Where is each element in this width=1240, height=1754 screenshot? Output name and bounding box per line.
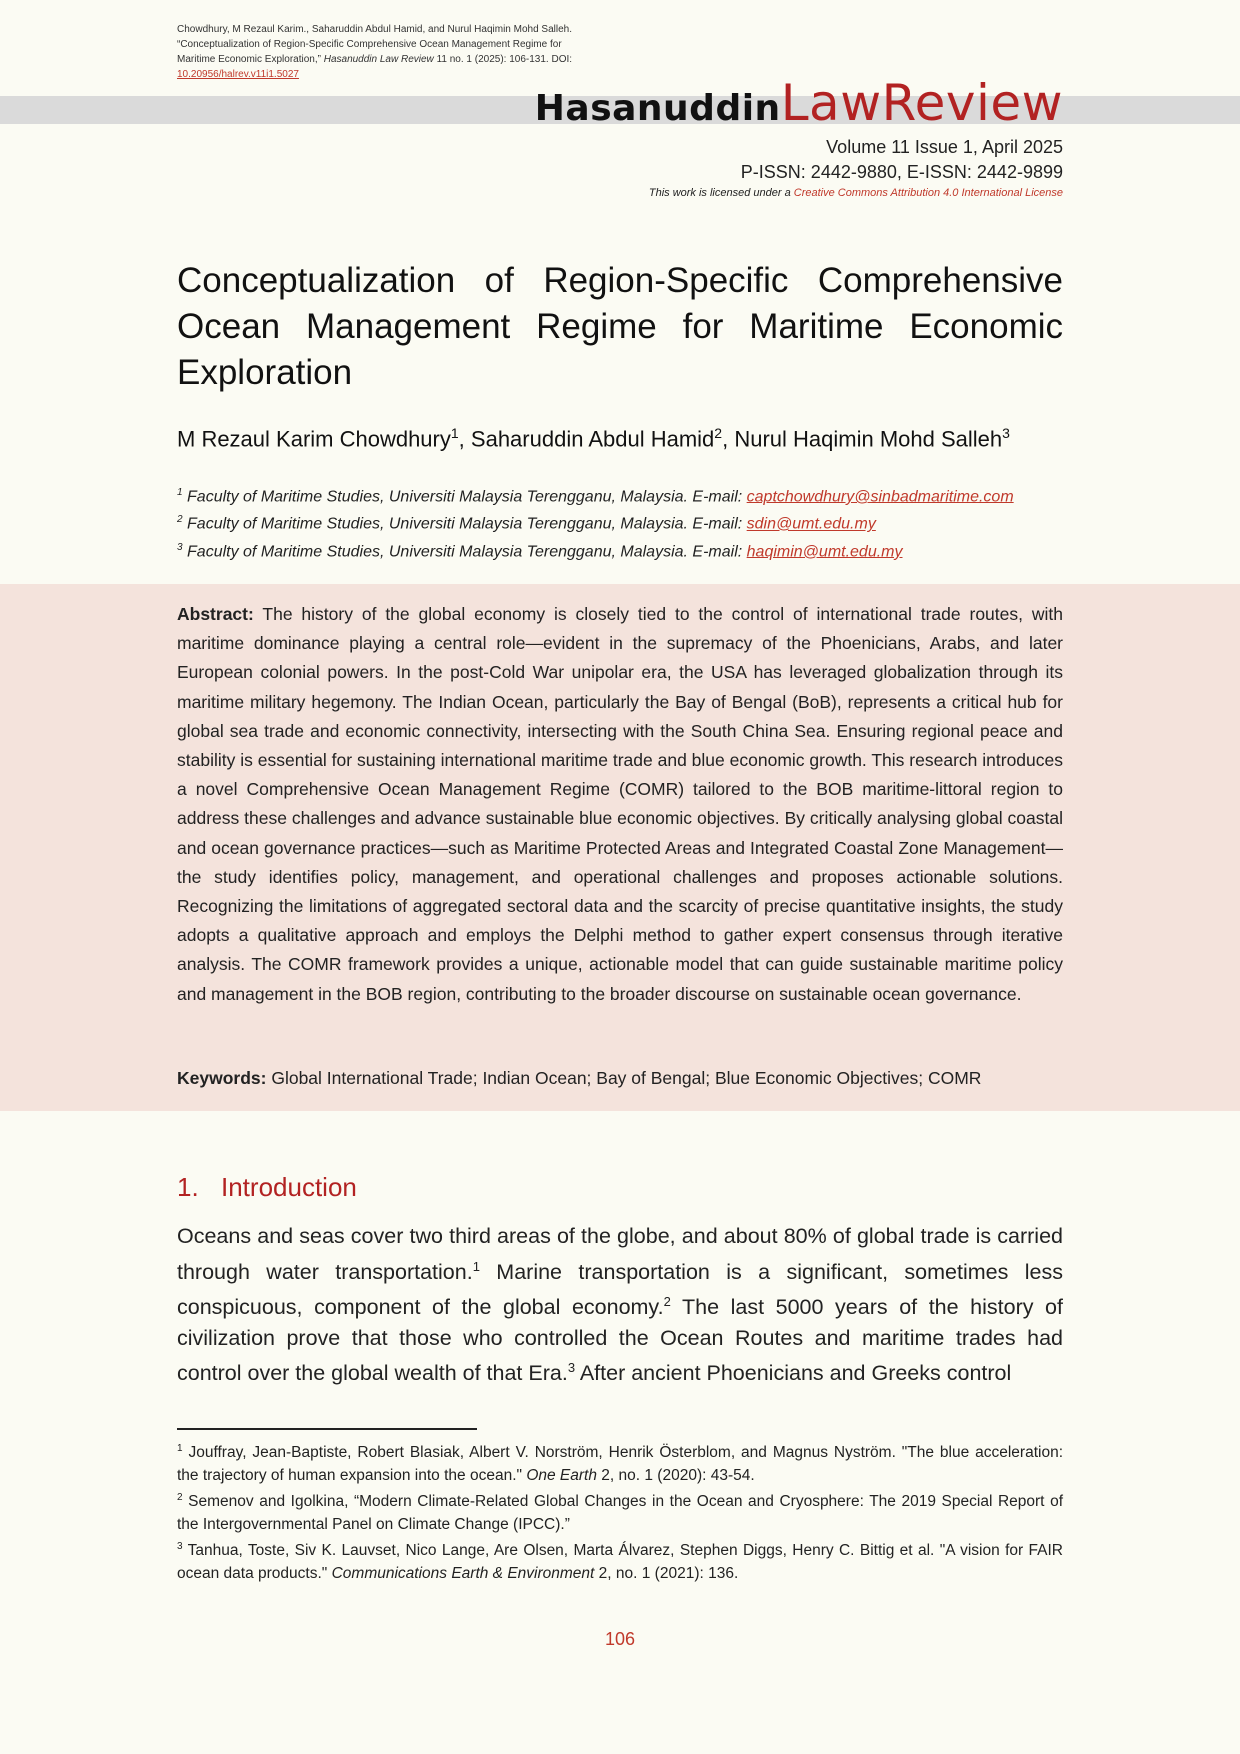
footnote-number: 1 (177, 1443, 183, 1454)
citation-journal: Hasanuddin Law Review (323, 54, 434, 65)
intro-sentence: Marine transportation is a significant, sometimes less conspicuous, component of the global economy. (177, 1259, 1063, 1320)
footnote-source: Communications Earth & Environment (331, 1564, 595, 1582)
affiliation-text: Faculty of Maritime Studies, Universiti Malaysia Terengganu, Malaysia. E-mail: (187, 515, 743, 533)
footnote-ref[interactable]: 1 (472, 1258, 480, 1274)
citation-block (177, 22, 577, 82)
abstract-text: The history of the global economy is closely tied to the control of international trade routes, with maritime dominance playing a central role—evident in the supremacy of the Phoenicians, Arabs, and later European colonial powers. In the post-Cold War unipolar era, the USA has leveraged globalization through its maritime military hegemony. The Indian Ocean, particularly the Bay of Bengal (BoB), represents a critical hub for global sea trade and economic connectivity, intersecting with the South China Sea. Ensuring regional peace and stability is essential for sustaining international maritime trade and blue economic growth. This research introduces a novel Comprehensive Ocean Management Regime (COMR) tailored to the BOB maritime-littoral region to address these challenges and advance sustainable blue economic objectives. By critically analysing global coastal and ocean governance practices—such as Maritime Protected Areas and Integrated Coastal Zone Management—the study identifies policy, management, and operational challenges and proposes actionable solutions. Recognizing the limitations of aggregated sectoral data and the scarcity of precise quantitative insights, the study adopts a qualitative approach and employs the Delphi method to gather expert consensus through iterative analysis. The COMR framework provides a unique, actionable model that can guide sustainable maritime policy and management in the BOB region, contributing to the broader discourse on sustainable ocean governance. (177, 604, 1063, 1004)
email-link[interactable]: haqimin@umt.edu.my (746, 542, 903, 560)
abstract-label: Abstract: (177, 604, 254, 624)
journal-logo (535, 74, 1063, 132)
affiliation-number: 3 (177, 541, 183, 553)
footnote-detail: 2, no. 1 (2020): 43-54. (601, 1466, 755, 1484)
author-affil-mark: 3 (1002, 425, 1010, 441)
footnote-item (177, 1438, 1063, 1487)
email-link[interactable]: captchowdhury@sinbadmaritime.com (746, 488, 1014, 506)
license-prefix: This work is licensed under a (648, 187, 791, 199)
keywords (177, 1065, 1063, 1091)
footnote-text: Tanhua, Toste, Siv K. Lauvset, Nico Lange, Are Olsen, Marta Álvarez, Stephen Diggs, Henry C. Bittig et al. "A vision for FAIR ocean data products." (177, 1542, 1063, 1582)
footnote-number: 2 (177, 1492, 183, 1504)
author-name: Nurul Haqimin Mohd Salleh (734, 426, 1003, 452)
affiliation-number: 2 (177, 514, 183, 526)
affiliation-number: 1 (177, 487, 183, 498)
volume-info: Volume 11 Issue 1, April 2025 (826, 137, 1063, 157)
affiliations (177, 481, 1077, 563)
footnote-text: Semenov and Igolkina, “Modern Climate-Related Global Changes in the Ocean and Cryosphere: The 2019 Special Report of the Intergovernmental Panel on Climate Change (IPCC).” (177, 1493, 1063, 1533)
keywords-label: Keywords: (177, 1068, 267, 1088)
abstract (177, 600, 1063, 1009)
author-name: Saharuddin Abdul Hamid (470, 426, 715, 452)
citation-text: Chowdhury, M Rezaul Karim., Saharuddin Abdul Hamid, and Nurul Haqimin Mohd Salleh. “Conceptualization of Region-Specific Comprehensive Ocean Management Regime for Maritime Economic Exploration,” (177, 24, 573, 65)
issn-info: P-ISSN: 2442-9880, E-ISSN: 2442-9899 (740, 162, 1063, 182)
footnote-item (177, 1536, 1063, 1585)
article-title: Conceptualization of Region-Specific Comprehensive Ocean Management Regime for Maritime Economic Exploration (177, 261, 1063, 392)
footnote-divider (177, 1428, 477, 1430)
affiliation-text: Faculty of Maritime Studies, Universiti Malaysia Terengganu, Malaysia. E-mail: (187, 488, 743, 506)
license-note (649, 187, 1063, 199)
doi-link[interactable]: 10.20956/halrev.v11i1.5027 (177, 69, 299, 80)
keywords-text: Global International Trade; Indian Ocean; Bay of Bengal; Blue Economic Objectives; COMR (271, 1068, 982, 1088)
footnote-ref[interactable]: 3 (567, 1360, 576, 1376)
page-number: 106 (604, 1629, 636, 1649)
footnotes (177, 1438, 1063, 1585)
author-name: M Rezaul Karim Chowdhury (177, 426, 451, 452)
footnote-item (177, 1487, 1063, 1536)
logo-part-hasanuddin: Hasanuddin (534, 88, 781, 129)
logo-part-lawreview: LawReview (780, 74, 1063, 132)
license-link[interactable]: Creative Commons Attribution 4.0 International License (793, 187, 1063, 199)
section-number: 1. (177, 1172, 199, 1202)
section-title: Introduction (221, 1172, 357, 1202)
intro-sentence: Oceans and seas cover two third areas of the globe, and about 80% of global trade is carried through water transportation. (177, 1224, 1063, 1284)
intro-sentence: After ancient Phoenicians and Greeks control (575, 1361, 1012, 1386)
author-list: M Rezaul Karim Chowdhury$^1$, Saharuddin Abdul Hamid$^2$, Nurul Haqimin Mohd Salleh$^3$ (177, 425, 1010, 452)
intro-sentence: The last 5000 years of the history of civilization prove that those who controlled the Ocean Routes and maritime trades had control over the global wealth of that Era. (177, 1295, 1063, 1386)
issue-meta (649, 135, 1063, 199)
intro-paragraph (177, 1221, 1063, 1389)
author-affil-mark: 1 (450, 425, 459, 441)
affiliation-item (177, 536, 1077, 563)
footnote-text: Jouffray, Jean-Baptiste, Robert Blasiak, Albert V. Norström, Henrik Österblom, and Magnus Nyström. "The blue acceleration: the trajectory of human expansion into the ocean." (177, 1444, 1064, 1484)
affiliation-item (177, 508, 1077, 535)
citation-volume: 11 no. 1 (2025): 106-131. DOI: (436, 54, 573, 65)
footnote-ref[interactable]: 2 (663, 1294, 671, 1310)
email-link[interactable]: sdin@umt.edu.my (746, 515, 876, 533)
section-heading (177, 1172, 357, 1203)
footnote-number: 3 (177, 1541, 183, 1553)
affiliation-item (177, 481, 1077, 508)
footnote-detail: 2, no. 1 (2021): 136. (598, 1564, 739, 1582)
affiliation-text: Faculty of Maritime Studies, Universiti Malaysia Terengganu, Malaysia. E-mail: (187, 542, 743, 560)
author-affil-mark: 2 (714, 425, 723, 441)
footnote-source: One Earth (526, 1466, 597, 1484)
